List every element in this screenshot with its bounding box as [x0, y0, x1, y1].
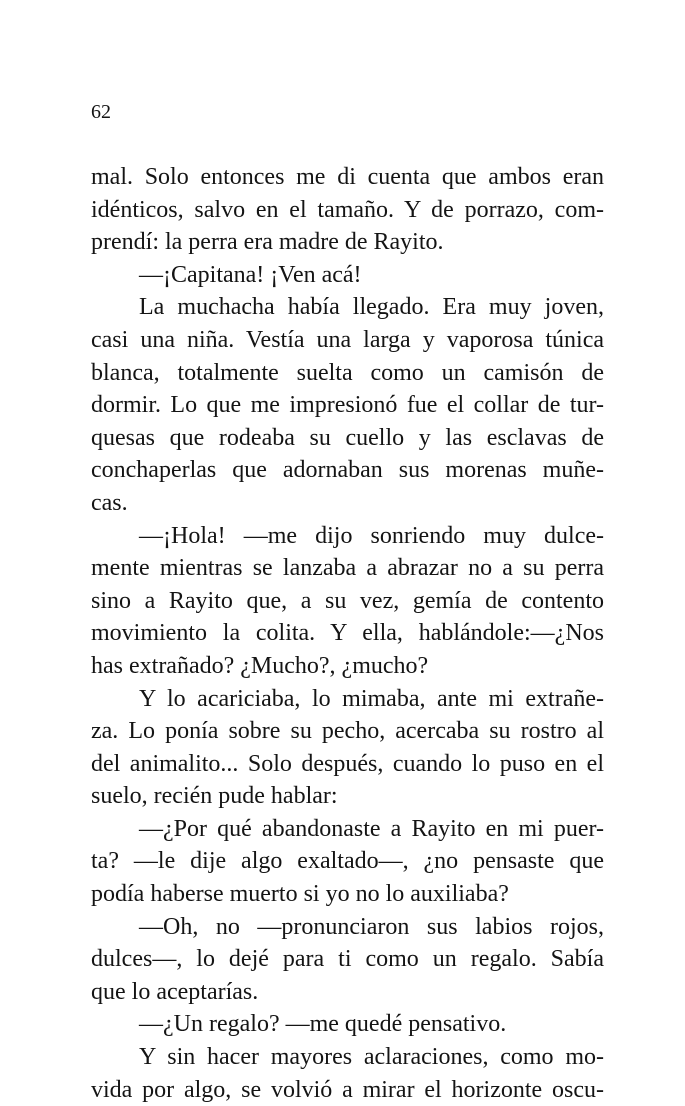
text-line: cas.	[91, 489, 128, 516]
text-line: quesas que rodeaba su cuello y las esclavas de	[91, 424, 604, 451]
text-line: movimiento la colita. Y ella, hablándole:—¿Nos	[91, 620, 604, 647]
text-line: Y sin hacer mayores aclaraciones, como mo-	[139, 1044, 604, 1071]
text-line: —¿Por qué abandonaste a Rayito en mi puer-	[139, 815, 604, 842]
text-line: dulces—, lo dejé para ti como un regalo. Sabía	[91, 946, 604, 973]
body-text	[91, 161, 604, 1106]
text-line: vida por algo, se volvió a mirar el horizonte oscu-	[91, 1076, 604, 1103]
text-line: Y lo acariciaba, lo mimaba, ante mi extrañe-	[139, 685, 604, 712]
text-line: mente mientras se lanzaba a abrazar no a su perra	[91, 555, 604, 582]
text-line: que lo aceptarías.	[91, 978, 259, 1005]
text-line: za. Lo ponía sobre su pecho, acercaba su rostro al	[91, 718, 604, 745]
text-line: —¿Un regalo? —me quedé pensativo.	[139, 1011, 507, 1038]
text-line: podía haberse muerto si yo no lo auxiliaba?	[91, 881, 509, 908]
text-line: dormir. Lo que me impresionó fue el collar de tur-	[91, 392, 604, 419]
text-line: blanca, totalmente suelta como un camisón de	[91, 359, 604, 386]
text-line: ta? —le dije algo exaltado—, ¿no pensaste que	[91, 848, 604, 875]
text-line: conchaperlas que adornaban sus morenas muñe-	[91, 457, 604, 484]
text-line: —¡Capitana! ¡Ven acá!	[139, 261, 362, 288]
page-number: 62	[91, 101, 111, 123]
text-line: casi una niña. Vestía una larga y vaporosa túnica	[91, 326, 604, 353]
text-line: —Oh, no —pronunciaron sus labios rojos,	[139, 913, 604, 940]
text-line: —¡Hola! —me dijo sonriendo muy dulce-	[139, 522, 604, 549]
text-line: La muchacha había llegado. Era muy joven,	[139, 294, 604, 321]
text-line: del animalito... Solo después, cuando lo puso en el	[91, 750, 604, 777]
text-line: idénticos, salvo en el tamaño. Y de porrazo, com-	[91, 196, 604, 223]
text-line: has extrañado? ¿Mucho?, ¿mucho?	[91, 652, 429, 679]
text-line: mal. Solo entonces me di cuenta que ambos eran	[91, 164, 604, 190]
text-line: sino a Rayito que, a su vez, gemía de contento	[91, 587, 604, 614]
text-line: prendí: la perra era madre de Rayito.	[91, 229, 444, 256]
text-line: suelo, recién pude hablar:	[91, 783, 338, 810]
